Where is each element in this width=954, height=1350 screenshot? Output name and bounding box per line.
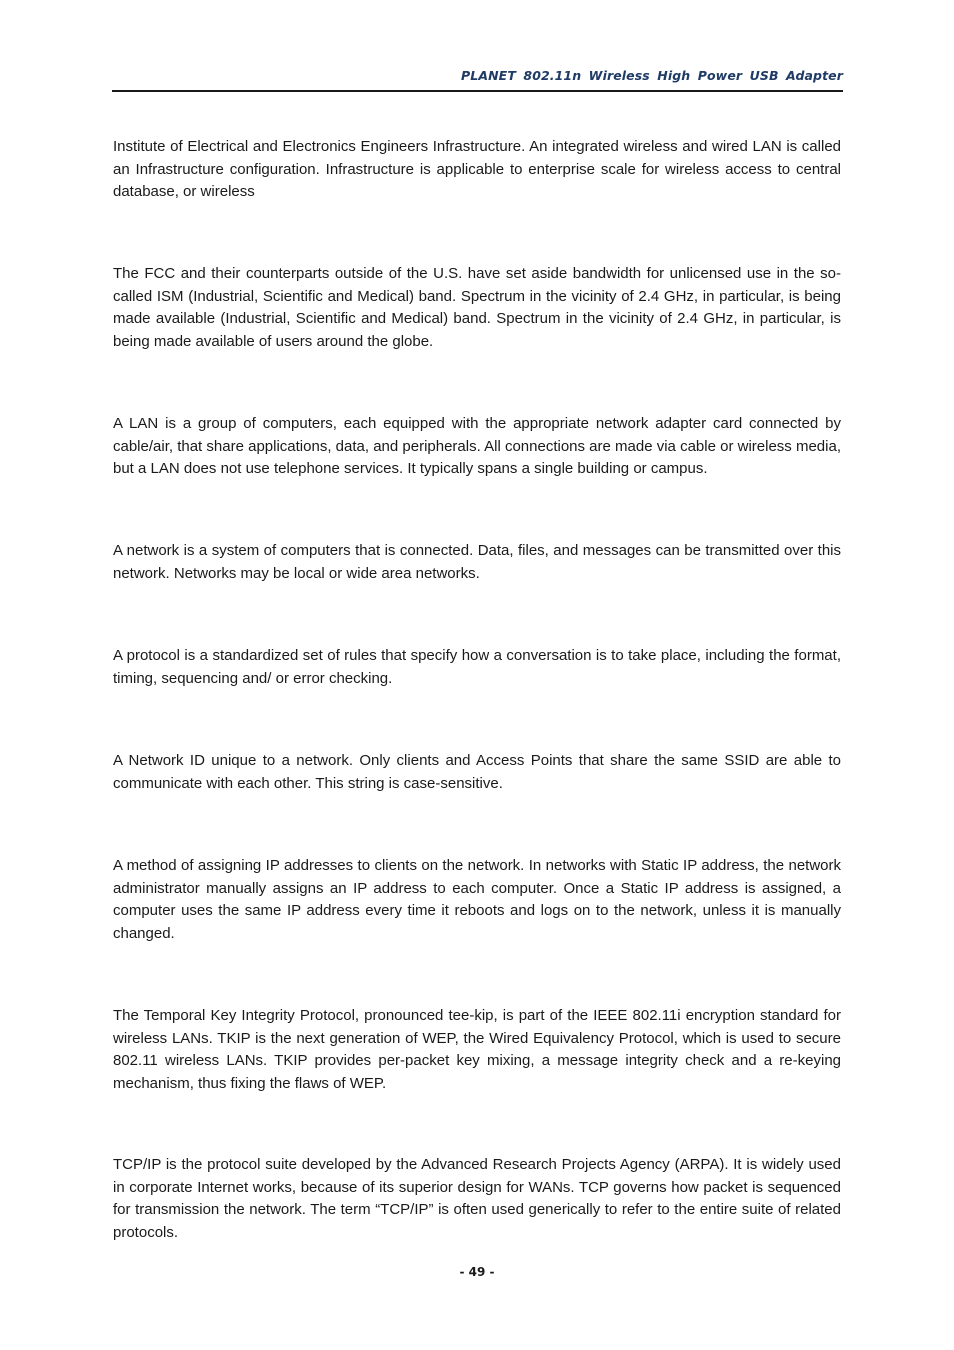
paragraph-ism-band: The FCC and their counterparts outside of the U.S. have set aside bandwidth for unlicensed use in the so-called ISM (Industrial, Scientific and Medical) band. Spectrum in the vicinity of 2.4 GHz, in particular, is being made available (Industrial, Scientific and Medical) band. Spectrum in the vicinity of 2.4 GHz, in particular, is being made available of users around the globe. (113, 265, 841, 350)
paragraph-protocol: A protocol is a standardized set of rules that specify how a conversation is to take place, including the format, timing, sequencing and/ or error checking. (113, 647, 841, 687)
page-header (112, 68, 843, 92)
paragraph-infrastructure: Institute of Electrical and Electronics Engineers Infrastructure. An integrated wireless and wired LAN is called an Infrastructure configuration. Infrastructure is applicable to enterprise scale for wireless access to central database, or wireless (113, 138, 841, 201)
header-title: PLANET 802.11n Wireless High Power USB Adapter (461, 68, 843, 83)
paragraph-tcp-ip: TCP/IP is the protocol suite developed by the Advanced Research Projects Agency (ARPA). It is widely used in corporate Internet works, because of its superior design for WANs. TCP governs how packet is sequenced for transmission the network. The term “TCP/IP” is often used generically to refer to the entire suite of related protocols. (113, 1156, 841, 1241)
paragraph-static-ip: A method of assigning IP addresses to clients on the network. In networks with Static IP address, the network administrator manually assigns an IP address to each computer. Once a Static IP address is assigned, a computer uses the same IP address every time it reboots and logs on to the network, unless it is manually changed. (113, 857, 841, 942)
paragraph-ssid: A Network ID unique to a network. Only clients and Access Points that share the same SSID are able to communicate with each other. This string is case-sensitive. (113, 752, 841, 792)
paragraph-lan: A LAN is a group of computers, each equipped with the appropriate network adapter card connected by cable/air, that share applications, data, and peripherals. All connections are made via cable or wireless media, but a LAN does not use telephone services. It typically spans a single building or campus. (113, 415, 841, 478)
paragraph-network: A network is a system of computers that is connected. Data, files, and messages can be transmitted over this network. Networks may be local or wide area networks. (113, 542, 841, 582)
page-number: - 49 - (459, 1265, 495, 1279)
paragraph-tkip: The Temporal Key Integrity Protocol, pronounced tee-kip, is part of the IEEE 802.11i encryption standard for wireless LANs. TKIP is the next generation of WEP, the Wired Equivalency Protocol, which is used to secure 802.11 wireless LANs. TKIP provides per-packet key mixing, a message integrity check and a re-keying mechanism, thus fixing the flaws of WEP. (113, 1007, 841, 1092)
